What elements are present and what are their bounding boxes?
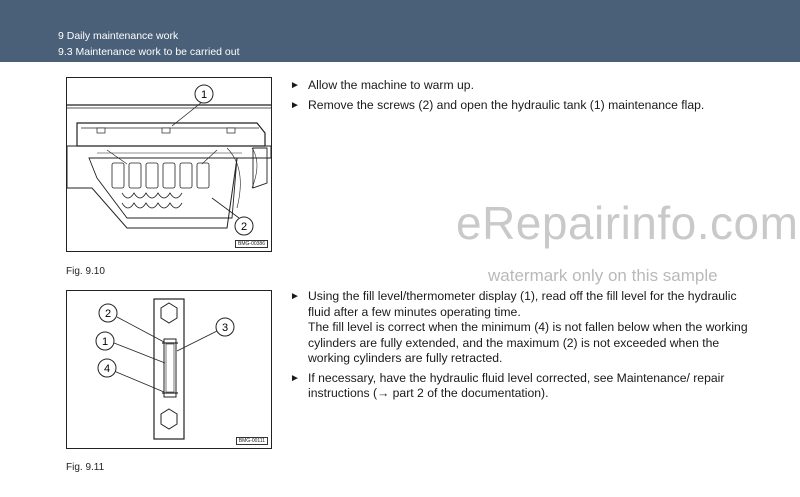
step-text: Using the fill level/thermometer display (1), read off the fill level for the hydraulic fluid after a few minutes operating time. — [308, 289, 737, 319]
figure-code: BMG-00111 — [236, 437, 268, 445]
arrow-right-icon: ► — [290, 291, 300, 302]
step-extra-text: The fill level is correct when the minimum (4) is not fallen below when the working cylinders are fully extended, and the maximum (2) is not exceeded when the working cylinders are fully retracted. — [308, 320, 748, 365]
instruction-step — [290, 78, 760, 94]
step-text: Remove the screws (2) and open the hydraulic tank (1) maintenance flap. — [308, 97, 705, 112]
page-header — [0, 0, 800, 62]
callout-2: 2 — [104, 308, 112, 320]
step-text: Allow the machine to warm up. — [308, 78, 474, 92]
figure-fill-level-display — [66, 290, 272, 449]
callout-4: 4 — [103, 363, 111, 375]
step-text: If necessary, have the hydraulic fluid level corrected, see Maintenance/ repair instructions (→ part 2 of the documentation). — [308, 370, 725, 400]
watermark-main: eRepairinfo.com — [456, 197, 799, 249]
instruction-steps-1 — [290, 78, 760, 117]
arrow-right-icon: ► — [290, 80, 300, 91]
figure-code: BMG-00386 — [235, 240, 268, 248]
instruction-step — [290, 98, 760, 114]
instruction-step — [290, 371, 760, 402]
figure-caption: Fig. 9.11 — [66, 462, 105, 473]
fill-level-display-illustration — [67, 291, 271, 448]
callout-3: 3 — [221, 322, 229, 334]
callout-1: 1 — [101, 336, 109, 348]
callout-2: 2 — [240, 221, 248, 233]
instruction-steps-2 — [290, 289, 760, 406]
arrow-right-icon: ► — [290, 99, 300, 111]
callout-1: 1 — [200, 89, 208, 101]
figure-hydraulic-tank-flap — [66, 77, 272, 252]
instruction-step — [290, 289, 760, 367]
arrow-right-icon: ► — [290, 372, 300, 384]
watermark-sub: watermark only on this sample — [488, 266, 718, 285]
chapter-title: 9 Daily maintenance work — [58, 30, 179, 42]
figure-caption: Fig. 9.10 — [66, 266, 105, 277]
hydraulic-tank-illustration — [67, 78, 271, 251]
section-title: 9.3 Maintenance work to be carried out — [58, 46, 240, 58]
